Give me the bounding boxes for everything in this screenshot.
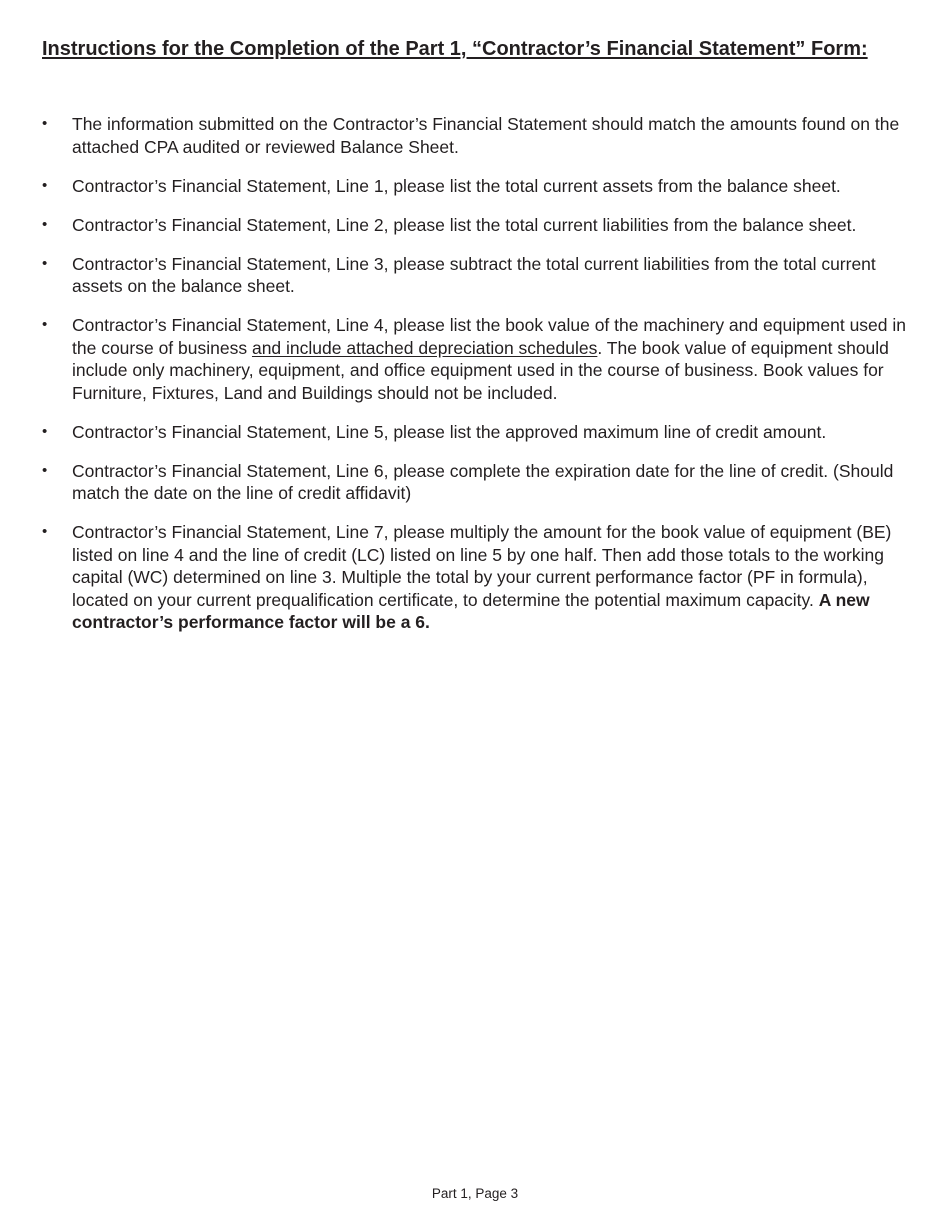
item-text: Contractor’s Financial Statement, Line 6, please complete the expiration date for the line of credit. (Should match the date on the line of credit affidavit) [72, 460, 894, 503]
item-text-continued: . The book value of equipment should include only machinery, equipment, and office equipment used in the course of business. Book values for Furniture, Fixtures, Land and Buildings should not be included. [72, 337, 889, 403]
bullet-icon: • [42, 115, 48, 132]
list-item [42, 421, 910, 444]
item-text: Contractor’s Financial Statement, Line 1, please list the total current assets from the balance sheet. [72, 175, 841, 196]
list-item [42, 175, 910, 198]
instructions-list [42, 113, 910, 650]
bullet-icon: • [42, 254, 48, 272]
bullet-icon: • [42, 422, 48, 440]
list-item [42, 214, 910, 237]
depreciation-schedules-emphasis: and include attached depreciation schedules [251, 337, 598, 358]
list-item [42, 521, 910, 634]
item-text: Contractor’s Financial Statement, Line 5, please list the approved maximum line of credit amount. [72, 421, 827, 442]
bullet-icon: • [42, 523, 48, 540]
list-item [42, 314, 910, 404]
list-item [42, 253, 910, 298]
bullet-icon: • [42, 316, 48, 333]
item-text: The information submitted on the Contractor’s Financial Statement should match the amounts found on the attached CPA audited or reviewed Balance Sheet. [72, 114, 900, 157]
item-text: Contractor’s Financial Statement, Line 7, please multiply the amount for the book value of equipment (BE) listed on line 4 and the line of credit (LC) listed on line 5 by one half. Then add those totals to the working capital (WC) determined on line 3. Multiple the total by your current performance factor (PF in formula), located on your current prequalification certificate, to determine the potential maximum capacity. [72, 522, 892, 610]
item-text: Contractor’s Financial Statement, Line 4, please list the book value of the machinery and equipment used in the course of business [72, 315, 907, 358]
bullet-icon: • [42, 176, 48, 194]
page-title: Instructions for the Completion of the Part 1, “Contractor’s Financial Statement” Form: [42, 38, 868, 60]
list-item [42, 460, 910, 505]
list-item [42, 113, 910, 158]
bullet-icon: • [42, 215, 48, 233]
bullet-icon: • [42, 461, 48, 479]
performance-factor-note: A new contractor’s performance factor will be a 6. [72, 589, 870, 632]
item-text: Contractor’s Financial Statement, Line 2, please list the total current liabilities from the balance sheet. [72, 214, 857, 235]
page-number: Part 1, Page 3 [431, 1186, 519, 1201]
item-text: Contractor’s Financial Statement, Line 3, please subtract the total current liabilities from the total current assets on the balance sheet. [72, 253, 876, 296]
